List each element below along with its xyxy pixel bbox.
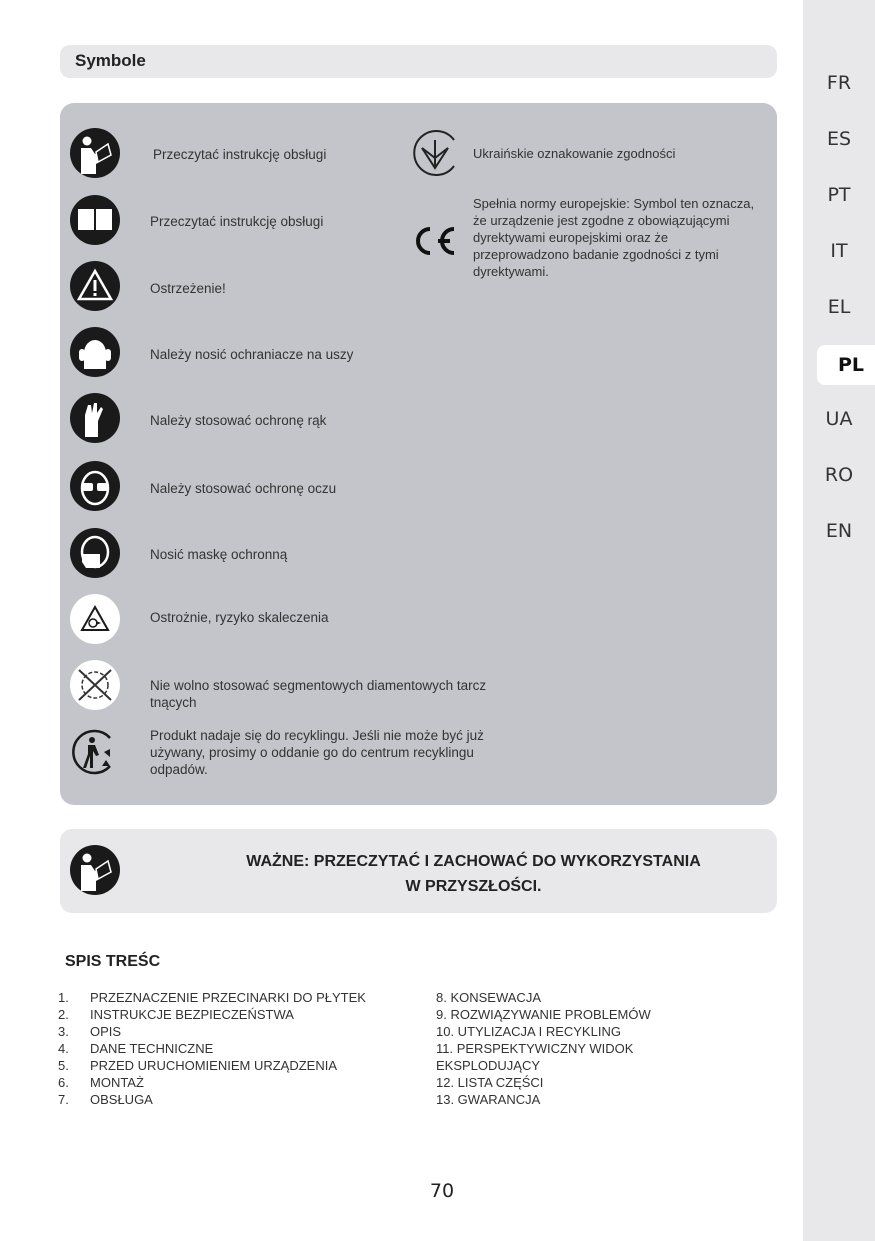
- toc-item[interactable]: 1. PRZEZNACZENIE PRZECINARKI DO PŁYTEK: [58, 990, 366, 1005]
- toc-right: [436, 989, 651, 1108]
- lang-it[interactable]: IT: [830, 240, 848, 262]
- symbol-text: Nie wolno stosować segmentowych diamentowych tarcz tnących: [150, 678, 487, 710]
- important-notice: WAŻNE: PRZECZYTAĆ I ZACHOWAĆ DO WYKORZYSTANIA W PRZYSZŁOŚCI.: [246, 853, 701, 895]
- symbol-text: Należy stosować ochronę oczu: [150, 481, 337, 496]
- toc-item[interactable]: EKSPLODUJĄCY: [436, 1058, 541, 1073]
- toc-item[interactable]: 13. GWARANCJA: [436, 1092, 541, 1107]
- symbol-text: Należy stosować ochronę rąk: [150, 413, 327, 428]
- important-banner: [60, 829, 777, 913]
- lang-pl[interactable]: PL: [817, 345, 875, 385]
- ukrainian-conformity-icon: [410, 128, 460, 178]
- toc-item[interactable]: 3. OPIS: [58, 1024, 122, 1039]
- toc-item[interactable]: 2. INSTRUKCJE BEZPIECZEŃSTWA: [58, 1007, 294, 1022]
- language-sidebar: [803, 0, 875, 1241]
- symbol-text: Przeczytać instrukcję obsługi: [150, 214, 324, 229]
- toc-item[interactable]: 6. MONTAŻ: [58, 1075, 144, 1090]
- toc-item[interactable]: 10. UTYLIZACJA I RECYKLING: [436, 1024, 621, 1039]
- gloves-icon: [70, 393, 120, 443]
- ear-protection-icon: [70, 327, 120, 377]
- read-manual-person-icon: [70, 128, 120, 178]
- symbol-text: Spełnia normy europejskie: Symbol ten oznacza, że urządzenie jest zgodne z obowiązującymi dyrektywami europejskimi oraz że przeprowadzono badanie zgodności z tymi dyrektywami.: [473, 196, 755, 279]
- lang-pt[interactable]: PT: [827, 184, 851, 206]
- lang-ro[interactable]: RO: [824, 464, 854, 486]
- toc-item[interactable]: 7. OBSŁUGA: [58, 1092, 153, 1107]
- mask-icon: [70, 528, 120, 578]
- page-number: 70: [429, 1180, 455, 1202]
- warning-triangle-icon: [70, 261, 120, 311]
- toc-item[interactable]: 4. DANE TECHNICZNE: [58, 1041, 214, 1056]
- ce-mark-icon: [408, 216, 458, 266]
- toc-item[interactable]: 12. LISTA CZĘŚCI: [436, 1075, 544, 1090]
- toc-left: [58, 989, 366, 1108]
- toc-item[interactable]: 9. ROZWIĄZYWANIE PROBLEMÓW: [436, 1007, 651, 1022]
- symbol-text: Nosić maskę ochronną: [150, 547, 288, 562]
- open-book-icon: [70, 195, 120, 245]
- toc-item[interactable]: 8. KONSEWACJA: [436, 990, 541, 1005]
- lang-ua[interactable]: UA: [825, 408, 853, 430]
- eye-protection-icon: [70, 461, 120, 511]
- toc-item[interactable]: 5. PRZED URUCHOMIENIEM URZĄDZENIA: [58, 1058, 338, 1073]
- symbol-text: Ostrożnie, ryzyko skaleczenia: [150, 610, 329, 625]
- read-manual-person-icon: [70, 845, 120, 895]
- symbol-text: Ukraińskie oznakowanie zgodności: [473, 146, 676, 161]
- symbol-text: Produkt nadaje się do recyklingu. Jeśli nie może być już używany, prosimy o oddanie go do centrum recyklingu odpadów.: [150, 728, 484, 777]
- cut-hazard-icon: [70, 594, 120, 644]
- recycle-icon: [70, 726, 120, 776]
- lang-en[interactable]: EN: [825, 520, 853, 542]
- lang-es[interactable]: ES: [826, 128, 852, 150]
- toc-title: SPIS TREŚC: [65, 953, 161, 970]
- symbol-text: Należy nosić ochraniacze na uszy: [150, 347, 354, 362]
- symbol-text: Przeczytać instrukcję obsługi: [153, 147, 327, 162]
- section-header: [60, 45, 777, 78]
- lang-fr[interactable]: FR: [826, 72, 852, 94]
- toc-item[interactable]: 11. PERSPEKTYWICZNY WIDOK: [436, 1041, 634, 1056]
- section-title: Symbole: [75, 51, 146, 70]
- no-segmented-disc-icon: [70, 660, 120, 710]
- symbol-text: Ostrzeżenie!: [150, 281, 226, 296]
- lang-el[interactable]: EL: [827, 296, 851, 318]
